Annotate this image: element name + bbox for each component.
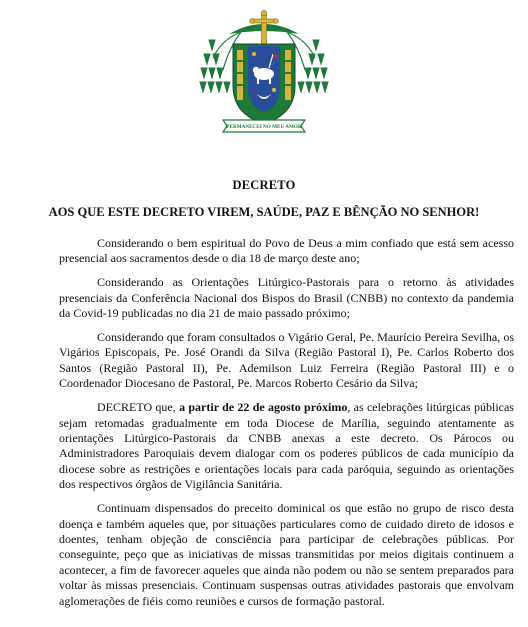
decree-date-highlight: a partir de 22 de agosto próximo (179, 400, 348, 415)
shield-icon (233, 44, 295, 124)
decree-body (59, 236, 514, 617)
paragraph-considering-consulted: Considerando que foram consultados o Vigário Geral, Pe. Maurício Pereira Sevilha, os Vigários Episcopais, Pe. José Orandi da Silva (Região Pastoral I), Pe. Carlos Roberto dos Santos (Região Pastoral II), Pe. Ademilson Luiz Ferreira (Região Pastoral III) e o Coordenador Diocesano de Pastoral, Pe. Marcos Roberto Cesário da Silva; (59, 330, 514, 391)
paragraph-considering-spiritual-good: Considerando o bem espiritual do Povo de Deus a mim confiado que está sem acesso presencial aos sacramentos desde o dia 18 de março deste ano; (59, 236, 514, 266)
paragraph-considering-guidelines: Considerando as Orientações Litúrgico-Pastorais para o retorno às atividades presenciais da Conferência Nacional dos Bispos do Brasil (CNBB) no contexto da pandemia da Covid-19 publicadas no dia 21 de maio passado próximo; (59, 275, 514, 321)
motto-text: PERMANECEI NO MEU AMOR (226, 124, 302, 131)
document-greeting: AOS QUE ESTE DECRETO VIREM, SAÚDE, PAZ E BÊNÇÃO NO SENHOR! (48, 205, 480, 219)
document-title: DECRETO (232, 178, 296, 192)
decree-text-start: DECRETO que, (97, 400, 180, 415)
decree-text-rest: , as celebrações litúrgicas públicas sejam retomadas gradualmente em toda Diocese de Marília, seguindo atentamente as orientações Litúrgico-Pastorais da CNBB anexas a este decreto. Os Párocos ou Administradores Paroquiais devem dialogar com os poderes públicos de cada município da diocese sobre as restrições e orientações locais para cada paróquia, seguindo as orientações dos respectivos órgãos de Vigilância Sanitária. (59, 400, 514, 492)
paragraph-dispensation: Continuam dispensados do preceito dominical os que estão no grupo de risco desta doença e também aqueles que, por situações particulares como de cuidado direto de idosos e doentes, tenham objeção de consciência para participar de celebrações públicas. Por conseguinte, peço que as iniciativas de missas transmitidas por meios digitais continuem a acontecer, a fim de favorecer aqueles que ainda não podem ou não se sentem preparados para voltar às missas presenciais. Continuam suspensas outras atividades pastorais que envolvam aglomerações de fiéis como reuniões e cursos de formação pastoral. (59, 501, 514, 608)
episcopal-coat-of-arms (199, 10, 329, 138)
paragraph-decree (59, 400, 514, 492)
motto-scroll (223, 120, 305, 132)
